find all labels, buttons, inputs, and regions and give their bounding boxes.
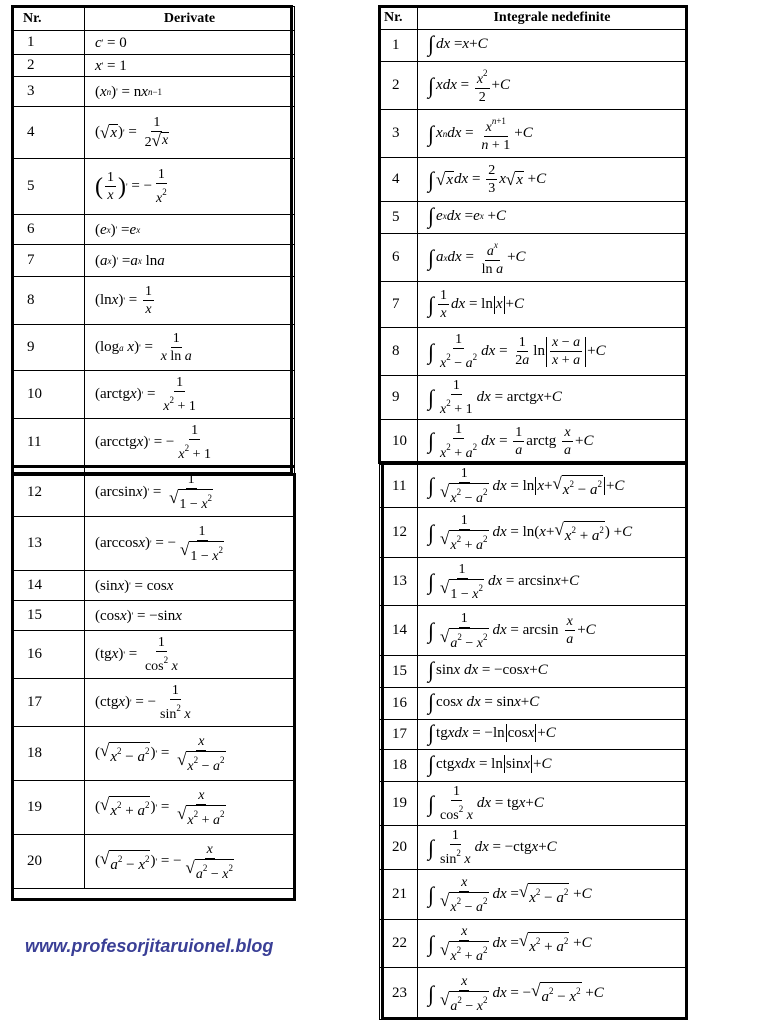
- formula: (tg x ) ' = 1 $\cos^2 x$: [85, 631, 295, 679]
- table-row: 16 ∫ cos x dx = sin x + C: [380, 688, 687, 720]
- footer-url[interactable]: www.profesorjitaruionel.blog: [25, 936, 274, 956]
- formula: ∫ 1 √ $x^2 - a^2$ dx = ln x + √ $x^2 - a^2$ + C: [418, 464, 687, 508]
- table-row: 5 ∫ e x dx = e x + C: [380, 202, 687, 234]
- table-row: 10 (arctg x ) ' = 1 $x^2 + 1$: [13, 371, 295, 419]
- table-row: 11 (arcctg x ) ' = − 1 $x^2 + 1$: [13, 419, 295, 467]
- formula: ∫ x √ $x^2 - a^2$ dx = √ $x^2 - a^2$ + C: [418, 870, 687, 920]
- formula: ∫ 1 $\sin^2 x$ dx = −ctg x + C: [418, 826, 687, 870]
- formula: ∫ 1 x dx = ln x + C: [418, 282, 687, 328]
- formula: ( e x ) ' = e x: [85, 215, 295, 245]
- formula: ( √ $x^2 - a^2$ ) ' = x √ $x^2 - a^2$: [85, 727, 295, 781]
- formula: (ln x ) ' = 1 x: [85, 277, 295, 325]
- formula: ∫ cos x dx = sin x + C: [418, 688, 687, 720]
- formula: ∫ x √ $a^2 - x^2$ dx = − √ $a^2 - x^2$ + C: [418, 968, 687, 1020]
- formula: (ctg x ) ' = − 1 $\sin^2 x$: [85, 679, 295, 727]
- formula: ∫ sin x dx = −cos x + C: [418, 656, 687, 688]
- formula: (arcctg x ) ' = − 1 $x^2 + 1$: [85, 419, 295, 467]
- table-row: 2 x ' = 1: [13, 55, 295, 77]
- integrals-header-title: Integrale nedefinite: [418, 7, 687, 30]
- table-row: 17 (ctg x ) ' = − 1 $\sin^2 x$: [13, 679, 295, 727]
- formula: ∫ tg xdx = −ln cos x + C: [418, 720, 687, 750]
- formula: (arcsin x ) ' = 1 √ $1 - x^2$: [85, 467, 295, 517]
- formula: ∫ a x dx = $a^x$ ln a + C: [418, 234, 687, 282]
- table-row: 5 ( 1 x ) ' = − 1 $x^2$: [13, 159, 295, 215]
- table-row: 15 ∫ sin x dx = −cos x + C: [380, 656, 687, 688]
- table-row: 20 ( √ $a^2 - x^2$ ) ' = − x √ $a^2 - x^2$: [13, 835, 295, 889]
- table-row: 3 ∫ x n dx = $x^{n+1}$ n + 1 + C: [380, 110, 687, 158]
- table-row: 3 ( x n ) ' = n x n−1: [13, 77, 295, 107]
- derivatives-header-title: Derivate: [85, 7, 295, 31]
- table-row: 12 ∫ 1 √ $x^2 + a^2$ dx = ln( x + √ $x^2 + a^2$ ) + C: [380, 508, 687, 558]
- table-row: 9 (log a x ) ' = 1 x ln a: [13, 325, 295, 371]
- formula: x ' = 1: [85, 55, 295, 77]
- table-row: 21 ∫ x √ $x^2 - a^2$ dx = √ $x^2 - a^2$ + C: [380, 870, 687, 920]
- formula: ( x n ) ' = n x n−1: [85, 77, 295, 107]
- table-row: 20 ∫ 1 $\sin^2 x$ dx = −ctg x + C: [380, 826, 687, 870]
- table-row: 1 c ' = 0: [13, 31, 295, 55]
- table-row: 15 (cos x ) ' = −sin x: [13, 601, 295, 631]
- table-row: 22 ∫ x √ $x^2 + a^2$ dx = √ $x^2 + a^2$ + C: [380, 920, 687, 968]
- formula: c ' = 0: [85, 31, 295, 55]
- table-row: 13 ∫ 1 √ $1 - x^2$ dx = arcsin x + C: [380, 558, 687, 606]
- table-row: 16 (tg x ) ' = 1 $\cos^2 x$: [13, 631, 295, 679]
- table-row: 8 ∫ 1 $x^2 - a^2$ dx = 1 2a ln x − a x + a + C: [380, 328, 687, 376]
- formula: ( √ $x^2 + a^2$ ) ' = x √ $x^2 + a^2$: [85, 781, 295, 835]
- table-row: 7 ( a x ) ' = a x ln a: [13, 245, 295, 277]
- integrals-table: [379, 6, 687, 1020]
- formula: ( √ $a^2 - x^2$ ) ' = − x √ $a^2 - x^2$: [85, 835, 295, 889]
- formula: ∫ 1 √ $x^2 + a^2$ dx = ln( x + √ $x^2 + a^2$ ) + C: [418, 508, 687, 558]
- table-row: 6 ∫ a x dx = $a^x$ ln a + C: [380, 234, 687, 282]
- formula: ∫ x √ $x^2 + a^2$ dx = √ $x^2 + a^2$ + C: [418, 920, 687, 968]
- formula: (log a x ) ' = 1 x ln a: [85, 325, 295, 371]
- table-row: 14 (sin x ) ' = cos x: [13, 571, 295, 601]
- formula: ∫ 1 $x^2 + a^2$ dx = 1 a arctg x a + C: [418, 420, 687, 464]
- table-row: 12 (arcsin x ) ' = 1 √ $1 - x^2$: [13, 467, 295, 517]
- table-row: 19 ∫ 1 $\cos^2 x$ dx = tg x + C: [380, 782, 687, 826]
- integrals-header-nr: Nr.: [380, 7, 418, 30]
- table-row: 7 ∫ 1 x dx = ln x + C: [380, 282, 687, 328]
- formula: ( a x ) ' = a x ln a: [85, 245, 295, 277]
- formula: ∫ 1 $x^2 - a^2$ dx = 1 2a ln x − a x + a + C: [418, 328, 687, 376]
- table-row: 23 ∫ x √ $a^2 - x^2$ dx = − √ $a^2 - x^2$ + C: [380, 968, 687, 1020]
- table-row: 18 ∫ ctg xdx = ln sin x + C: [380, 750, 687, 782]
- table-row: 9 ∫ 1 $x^2 + 1$ dx = arctg x + C: [380, 376, 687, 420]
- formula: ∫ e x dx = e x + C: [418, 202, 687, 234]
- formula: ∫ xdx = $x^2$ 2 + C: [418, 62, 687, 110]
- formula: ( √ x ) ' = 1 2 √ x: [85, 107, 295, 159]
- table-row: 2 ∫ xdx = $x^2$ 2 + C: [380, 62, 687, 110]
- derivatives-header-nr: Nr.: [13, 7, 85, 31]
- formula: ∫ ctg xdx = ln sin x + C: [418, 750, 687, 782]
- formula: (cos x ) ' = −sin x: [85, 601, 295, 631]
- table-row: 13 (arccos x ) ' = − 1 √ $1 - x^2$: [13, 517, 295, 571]
- table-row: 10 ∫ 1 $x^2 + a^2$ dx = 1 a arctg x a + C: [380, 420, 687, 464]
- table-row: 18 ( √ $x^2 - a^2$ ) ' = x √ $x^2 - a^2$: [13, 727, 295, 781]
- table-row: 4 ∫ √ x dx = 2 3 x √ x + C: [380, 158, 687, 202]
- formula: ∫ √ x dx = 2 3 x √ x + C: [418, 158, 687, 202]
- formula: (arccos x ) ' = − 1 √ $1 - x^2$: [85, 517, 295, 571]
- table-row: 11 ∫ 1 √ $x^2 - a^2$ dx = ln x + √ $x^2 - a^2$ + C: [380, 464, 687, 508]
- formula: (sin x ) ' = cos x: [85, 571, 295, 601]
- formula: ∫ 1 $x^2 + 1$ dx = arctg x + C: [418, 376, 687, 420]
- table-row: 14 ∫ 1 √ $a^2 - x^2$ dx = arcsin x a + C: [380, 606, 687, 656]
- formula: ∫ 1 √ $1 - x^2$ dx = arcsin x + C: [418, 558, 687, 606]
- table-row: 6 ( e x ) ' = e x: [13, 215, 295, 245]
- formula: (arctg x ) ' = 1 $x^2 + 1$: [85, 371, 295, 419]
- formula: ∫ dx = x + C: [418, 30, 687, 62]
- table-row: 19 ( √ $x^2 + a^2$ ) ' = x √ $x^2 + a^2$: [13, 781, 295, 835]
- table-row: 1 ∫ dx = x + C: [380, 30, 687, 62]
- table-row: 8 (ln x ) ' = 1 x: [13, 277, 295, 325]
- formula: ∫ 1 √ $a^2 - x^2$ dx = arcsin x a + C: [418, 606, 687, 656]
- table-row: 17 ∫ tg xdx = −ln cos x + C: [380, 720, 687, 750]
- formula: ∫ x n dx = $x^{n+1}$ n + 1 + C: [418, 110, 687, 158]
- formula: ( 1 x ) ' = − 1 $x^2$: [85, 159, 295, 215]
- formula: ∫ 1 $\cos^2 x$ dx = tg x + C: [418, 782, 687, 826]
- derivatives-table: [12, 6, 295, 889]
- table-row: 4 ( √ x ) ' = 1 2 √ x: [13, 107, 295, 159]
